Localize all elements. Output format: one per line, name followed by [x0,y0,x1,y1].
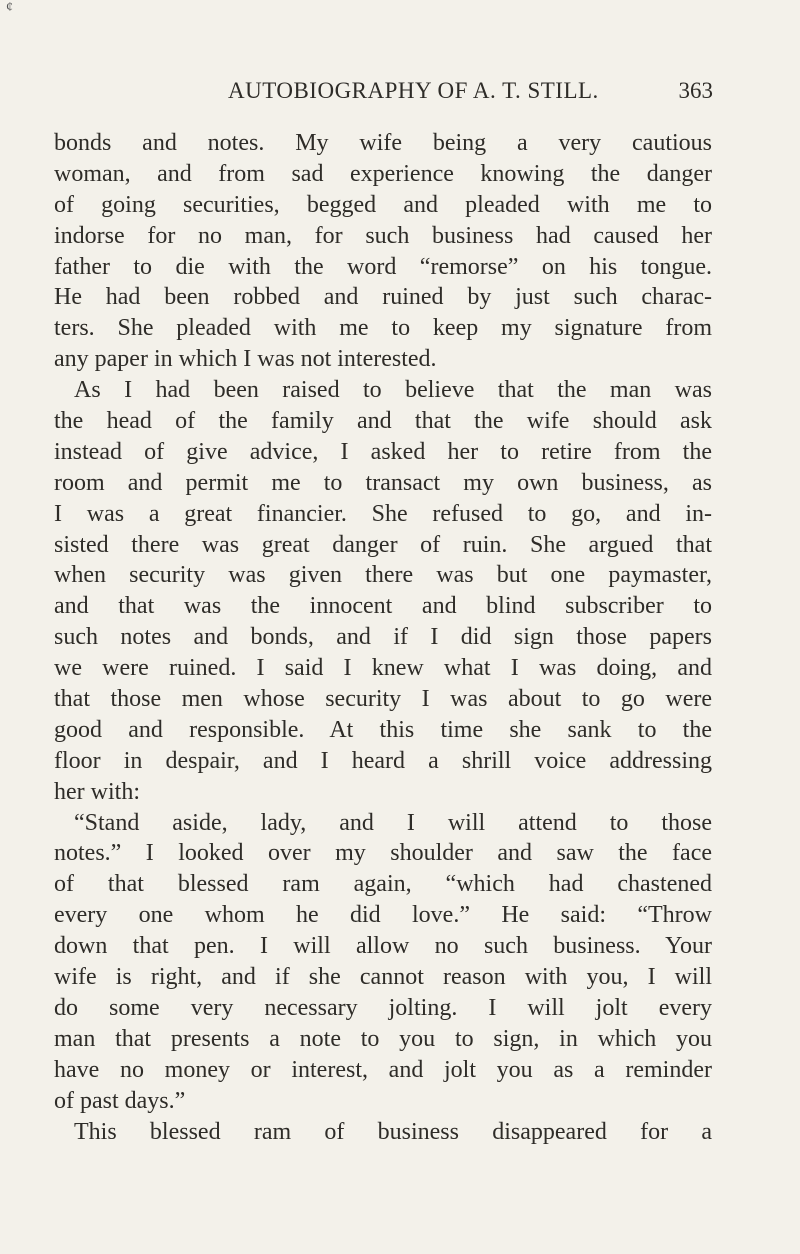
text-line: sisted there was great danger of ruin. She argued that [54,531,712,558]
text-line: “Stand aside, lady, and I will attend to those [74,809,712,836]
corner-mark: ¢ [6,0,13,15]
text-line: ters. She pleaded with me to keep my signature from [54,315,712,342]
text-line: the head of the family and that the wife should ask [54,408,712,435]
text-line: that those men whose security I was about to go were [54,686,712,713]
page-number: 363 [678,78,713,103]
text-line: such notes and bonds, and if I did sign those papers [54,624,712,651]
text-line: bonds and notes. My wife being a very cautious [54,130,712,156]
body-text [54,128,712,1147]
text-line: indorse for no man, for such business had caused her [54,222,712,249]
text-line: do some very necessary jolting. I will jolt every [54,994,712,1021]
text-line: This blessed ram of business disappeared for a [74,1118,712,1145]
text-line: wife is right, and if she cannot reason with you, I will [54,964,712,991]
text-line: of that blessed ram again, “which had chastened [54,871,712,898]
text-line: floor in despair, and I heard a shrill voice addressing [54,747,712,774]
text-line: I was a great financier. She refused to go, and in- [54,500,712,527]
text-line: have no money or interest, and jolt you as a reminder [54,1056,712,1083]
text-line: As I had been raised to believe that the man was [74,377,712,404]
text-line: He had been robbed and ruined by just such charac- [54,284,712,311]
text-line: her with: [54,778,140,805]
text-line: of past days.” [54,1087,186,1114]
text-line: down that pen. I will allow no such business. Your [54,933,712,960]
text-line: when security was given there was but one paymaster, [54,562,712,589]
text-line: good and responsible. At this time she sank to the [54,716,712,743]
text-line: of going securities, begged and pleaded with me to [54,191,712,218]
text-line: we were ruined. I said I knew what I was doing, and [54,655,712,682]
text-line: man that presents a note to you to sign, in which you [54,1025,712,1052]
text-line: woman, and from sad experience knowing the danger [54,160,712,187]
text-line: father to die with the word “remorse” on his tongue. [54,253,712,280]
text-line: room and permit me to transact my own business, as [54,469,712,496]
text-line: and that was the innocent and blind subscriber to [54,593,712,620]
text-line: instead of give advice, I asked her to retire from the [54,438,712,465]
text-line: any paper in which I was not interested. [54,346,437,373]
text-line: every one whom he did love.” He said: “Throw [54,902,712,929]
running-head [228,72,713,108]
text-line: notes.” I looked over my shoulder and saw the face [54,840,712,867]
running-head-title: AUTOBIOGRAPHY OF A. T. STILL. [228,78,599,103]
